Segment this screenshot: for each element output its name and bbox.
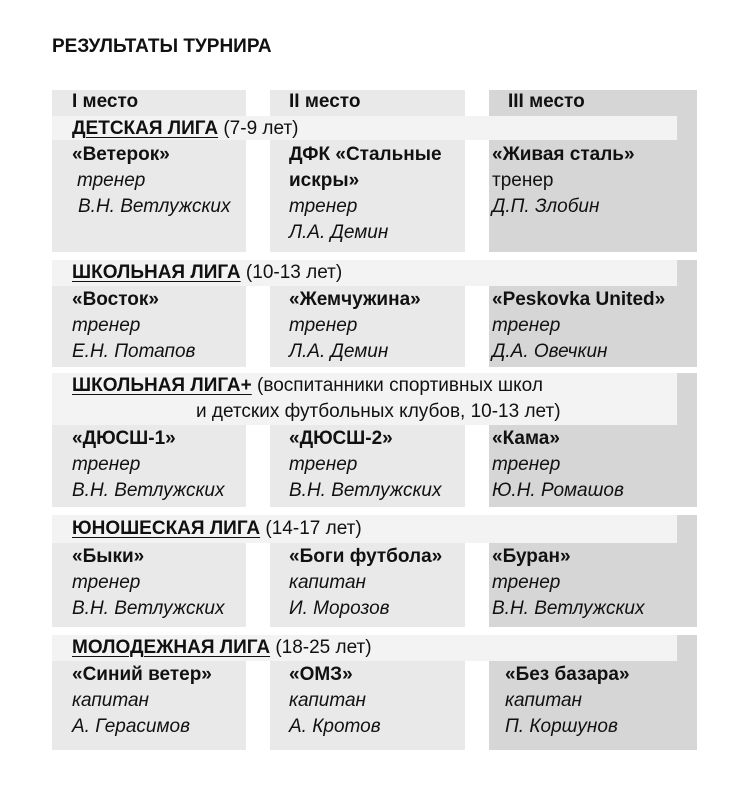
person: А. Кротов — [289, 716, 381, 737]
block-gap — [52, 507, 697, 515]
person: П. Коршунов — [505, 716, 618, 737]
league-title — [72, 637, 372, 659]
person: В.Н. Ветлужских — [492, 598, 645, 619]
team-name: «ОМЗ» — [289, 664, 353, 685]
team-name: «Быки» — [72, 546, 145, 567]
role: капитан — [505, 690, 582, 711]
header-second-place: II место — [289, 91, 361, 112]
third-place-cell — [492, 544, 692, 622]
person: В.Н. Ветлужских — [72, 480, 225, 501]
role: капитан — [289, 690, 366, 711]
league-age-continued: и детских футбольных клубов, 10-13 лет) — [196, 401, 561, 422]
role: тренер — [492, 170, 554, 191]
role: тренер — [492, 454, 561, 475]
league-name: МОЛОДЕЖНАЯ ЛИГА — [72, 637, 271, 658]
team-name: «ДЮСШ-1» — [72, 428, 176, 449]
role: тренер — [72, 315, 141, 336]
league-age: (воспитанники спортивных школ — [251, 375, 543, 396]
league-name: ДЕТСКАЯ ЛИГА — [72, 118, 219, 139]
first-place-cell — [72, 662, 272, 740]
second-place-cell — [289, 544, 489, 622]
league-name: ШКОЛЬНАЯ ЛИГА — [72, 262, 241, 283]
first-place-cell — [72, 544, 272, 622]
team-name: «Буран» — [492, 546, 571, 567]
role: тренер — [289, 315, 358, 336]
league-age: (10-13 лет) — [240, 262, 343, 283]
role: тренер — [492, 572, 561, 593]
header-first-place: I место — [72, 91, 139, 112]
third-place-cell — [492, 287, 692, 365]
league-name: ЮНОШЕСКАЯ ЛИГА — [72, 518, 261, 539]
team-name: «Боги футбола» — [289, 546, 443, 567]
league-title — [72, 118, 298, 140]
page-title: РЕЗУЛЬТАТЫ ТУРНИРА — [52, 36, 272, 57]
third-place-cell — [492, 142, 692, 220]
person: В.Н. Ветлужских — [72, 598, 225, 619]
second-place-cell — [289, 662, 489, 740]
role: тренер — [77, 170, 146, 191]
team-name: «ДЮСШ-2» — [289, 428, 393, 449]
league-name: ШКОЛЬНАЯ ЛИГА+ — [72, 375, 252, 396]
person: В.Н. Ветлужских — [78, 196, 231, 217]
person: И. Морозов — [289, 598, 390, 619]
first-place-cell — [72, 287, 272, 365]
third-place-cell — [505, 662, 705, 740]
role: тренер — [72, 454, 141, 475]
first-place-cell — [72, 142, 272, 220]
league-age: (14-17 лет) — [260, 518, 362, 539]
team-name: «Peskovka United» — [492, 289, 666, 310]
person: А. Герасимов — [72, 716, 191, 737]
person: В.Н. Ветлужских — [289, 480, 442, 501]
team-name: «Восток» — [72, 289, 159, 310]
team-name: «Синий ветер» — [72, 664, 212, 685]
role: капитан — [72, 690, 149, 711]
second-place-cell — [289, 142, 464, 246]
person: Д.П. Злобин — [492, 196, 600, 217]
person: Л.А. Демин — [289, 222, 389, 243]
league-age: (7-9 лет) — [218, 118, 299, 139]
first-place-cell — [72, 426, 272, 504]
league-title — [72, 262, 342, 284]
team-name: «Ветерок» — [72, 144, 170, 165]
role: тренер — [72, 572, 141, 593]
league-title — [72, 375, 543, 397]
person: Ю.Н. Ромашов — [492, 480, 624, 501]
league-title — [72, 518, 362, 540]
role: тренер — [289, 454, 358, 475]
role: капитан — [289, 572, 366, 593]
second-place-cell — [289, 287, 489, 365]
second-place-cell — [289, 426, 489, 504]
person: Л.А. Демин — [289, 341, 389, 362]
block-gap — [52, 252, 697, 260]
team-name: ДФК «Стальные искры» — [289, 144, 442, 191]
team-name: «Кама» — [492, 428, 560, 449]
team-name: «Живая сталь» — [492, 144, 635, 165]
role: тренер — [289, 196, 358, 217]
league-age: (18-25 лет) — [270, 637, 372, 658]
role: тренер — [492, 315, 561, 336]
block-gap — [52, 627, 697, 635]
person: Д.А. Овечкин — [492, 341, 608, 362]
team-name: «Жемчужина» — [289, 289, 421, 310]
team-name: «Без базара» — [505, 664, 630, 685]
third-place-cell — [492, 426, 692, 504]
header-third-place: III место — [508, 91, 585, 112]
person: Е.Н. Потапов — [72, 341, 196, 362]
